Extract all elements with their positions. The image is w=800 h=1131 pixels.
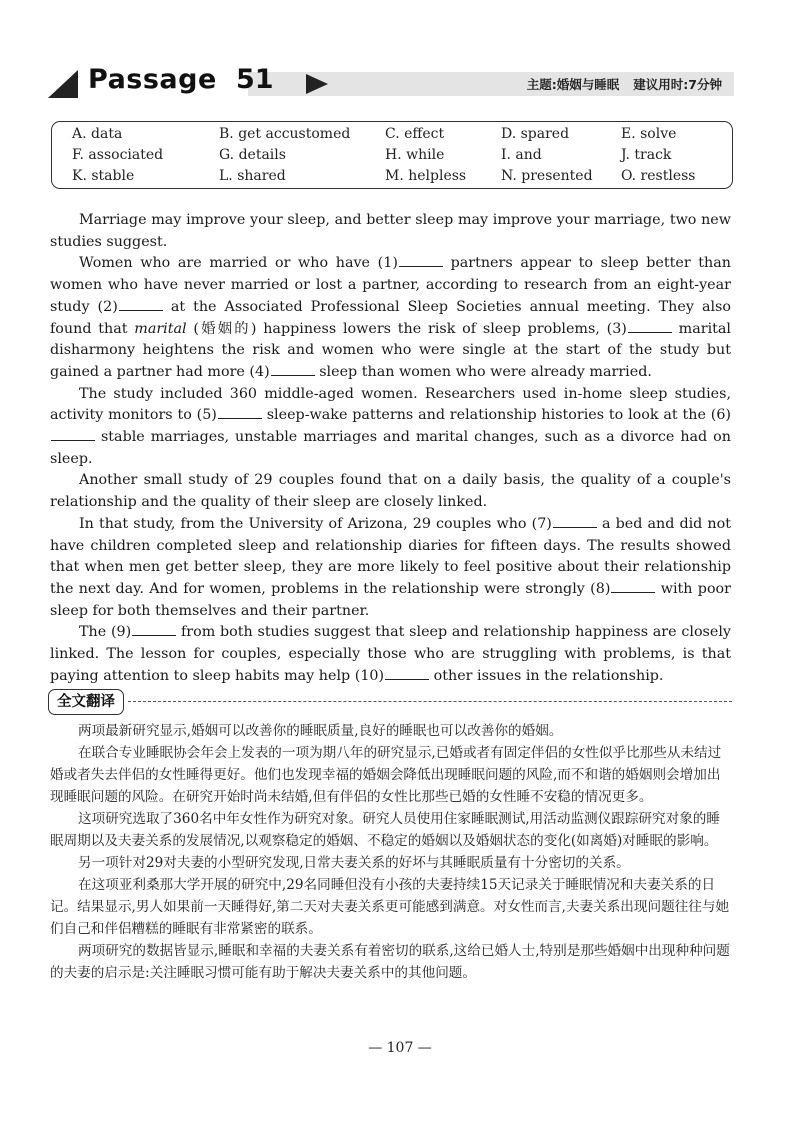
passage-paragraph-5: In that study, from the University of Arizona, 29 couples who (7) a bed and did not have children completed sleep and relationship diaries for fifteen days. The results showed that when men get better sleep, they are more likely to feel positive about their relationship the next day. And for women, problems in the relationship were strongly (8) with poor sleep for both themselves and their partner. bbox=[50, 515, 731, 619]
answer-blank-1[interactable] bbox=[399, 254, 443, 267]
word-bank-item: E. solve bbox=[621, 126, 677, 142]
passage-paragraph-3: The study included 360 middle-aged women. Researchers used in-home sleep studies, activity monitors to (5) sleep-wake patterns and relationship histories to look at the (6) stable marriages, unstable marriages and marital changes, such as a divorce had on sleep. bbox=[50, 385, 731, 467]
passage-paragraph-2: Women who are married or who have (1) partners appear to sleep better than women who have never married or lost a partner, according to research from an eight-year study (2) at the Associated Professional Sleep Societies annual meeting. They also found that marital (婚姻的) happiness lowers the risk of sleep problems, (3) marital disharmony heightens the risk and women who were single at the start of the study but gained a partner had more (4) sleep than women who were already married. bbox=[50, 255, 732, 380]
word-bank-item: O. restless bbox=[621, 168, 696, 184]
right-triangle-icon bbox=[306, 74, 328, 94]
translation-divider bbox=[128, 701, 732, 702]
word-bank-item: B. get accustomed bbox=[219, 126, 351, 142]
gloss: (婚姻的) bbox=[193, 320, 257, 337]
time-label: 建议用时:7分钟 bbox=[633, 77, 722, 92]
word-bank-item: K. stable bbox=[72, 168, 135, 184]
passage-number: 51 bbox=[236, 64, 274, 95]
answer-blank-8[interactable] bbox=[611, 580, 655, 593]
passage-title: Passage bbox=[88, 64, 217, 95]
marital-word: marital bbox=[134, 320, 187, 337]
word-bank-item: J. track bbox=[621, 147, 672, 163]
answer-blank-3[interactable] bbox=[628, 320, 672, 333]
page-number: — 107 — bbox=[368, 1040, 432, 1056]
word-bank-item: M. helpless bbox=[385, 168, 467, 184]
word-bank-item: F. associated bbox=[72, 147, 164, 163]
translation-paragraph: 在联合专业睡眠协会年会上发表的一项为期八年的研究显示,已婚或者有固定伴侣的女性似乎比那些从未结过婚或者失去伴侣的女性睡得更好。他们也发现幸福的婚姻会降低出现睡眠问题的风险,而不和谐的婚姻则会增加出现睡眠问题的风险。在研究开始时尚未结婚,但有伴侣的女性比那些已婚的女性睡不安稳的情况更多。 bbox=[50, 745, 722, 805]
topic-label: 主题:婚姻与睡眠 bbox=[526, 77, 620, 92]
translation-paragraph: 两项最新研究显示,婚姻可以改善你的睡眠质量,良好的睡眠也可以改善你的婚姻。 bbox=[78, 723, 563, 739]
answer-blank-4[interactable] bbox=[271, 363, 315, 376]
passage-paragraph-6: The (9) from both studies suggest that sleep and relationship happiness are closely linked. The lesson for couples, especially those who are struggling with problems, is that paying attention to sleep habits may help (10) other issues in the relationship. bbox=[50, 624, 731, 684]
passage-text bbox=[50, 210, 731, 687]
answer-blank-2[interactable] bbox=[119, 298, 163, 311]
word-bank-item: L. shared bbox=[219, 168, 286, 184]
answer-blank-6[interactable] bbox=[51, 428, 95, 441]
passage-paragraph-4: Another small study of 29 couples found that on a daily basis, the quality of a couple's relationship and the quality of their sleep are closely linked. bbox=[50, 472, 731, 511]
passage-header bbox=[48, 66, 734, 102]
answer-blank-5[interactable] bbox=[218, 406, 262, 419]
word-bank-item: G. details bbox=[219, 147, 286, 163]
header-info bbox=[527, 75, 722, 93]
translation-paragraph: 两项研究的数据皆显示,睡眠和幸福的夫妻关系有着密切的联系,这给已婚人士,特别是那些婚姻中出现种种问题的夫妻的启示是:关注睡眠习惯可能有助于解决夫妻关系中的其他问题。 bbox=[50, 943, 730, 981]
word-bank-item: H. while bbox=[385, 147, 445, 163]
word-bank-item: A. data bbox=[72, 126, 123, 142]
translation-paragraph: 在这项亚利桑那大学开展的研究中,29名同睡但没有小孩的夫妻持续15天记录关于睡眠情况和夫妻关系的日记。结果显示,男人如果前一天睡得好,第二天对夫妻关系更可能感到满意。对女性而言,夫妻关系出现问题往往与她们自己和伴侣糟糕的睡眠有非常紧密的联系。 bbox=[50, 877, 730, 937]
word-bank-item: I. and bbox=[501, 147, 542, 163]
translation-text bbox=[50, 720, 732, 984]
translation-paragraph: 另一项针对29对夫妻的小型研究发现,日常夫妻关系的好坏与其睡眠质量有十分密切的关系。 bbox=[78, 855, 630, 871]
word-bank-item: D. spared bbox=[501, 126, 570, 142]
answer-blank-10[interactable] bbox=[385, 667, 429, 680]
answer-blank-9[interactable] bbox=[132, 623, 176, 636]
passage-paragraph-1: Marriage may improve your sleep, and better sleep may improve your marriage, two new studies suggest. bbox=[50, 212, 731, 250]
translation-label: 全文翻译 bbox=[48, 689, 124, 715]
word-bank bbox=[51, 121, 733, 189]
left-triangle-icon bbox=[48, 70, 78, 98]
translation-paragraph: 这项研究选取了360名中年女性作为研究对象。研究人员使用住家睡眠测试,用活动监测仪跟踪研究对象的睡眠周期以及夫妻关系的发展情况,以观察稳定的婚姻、不稳定的婚姻以及婚姻状态的变化(如离婚)对睡眠的影响。 bbox=[50, 811, 720, 849]
word-bank-item: C. effect bbox=[385, 126, 445, 142]
answer-blank-7[interactable] bbox=[553, 515, 597, 528]
word-bank-item: N. presented bbox=[501, 168, 593, 184]
